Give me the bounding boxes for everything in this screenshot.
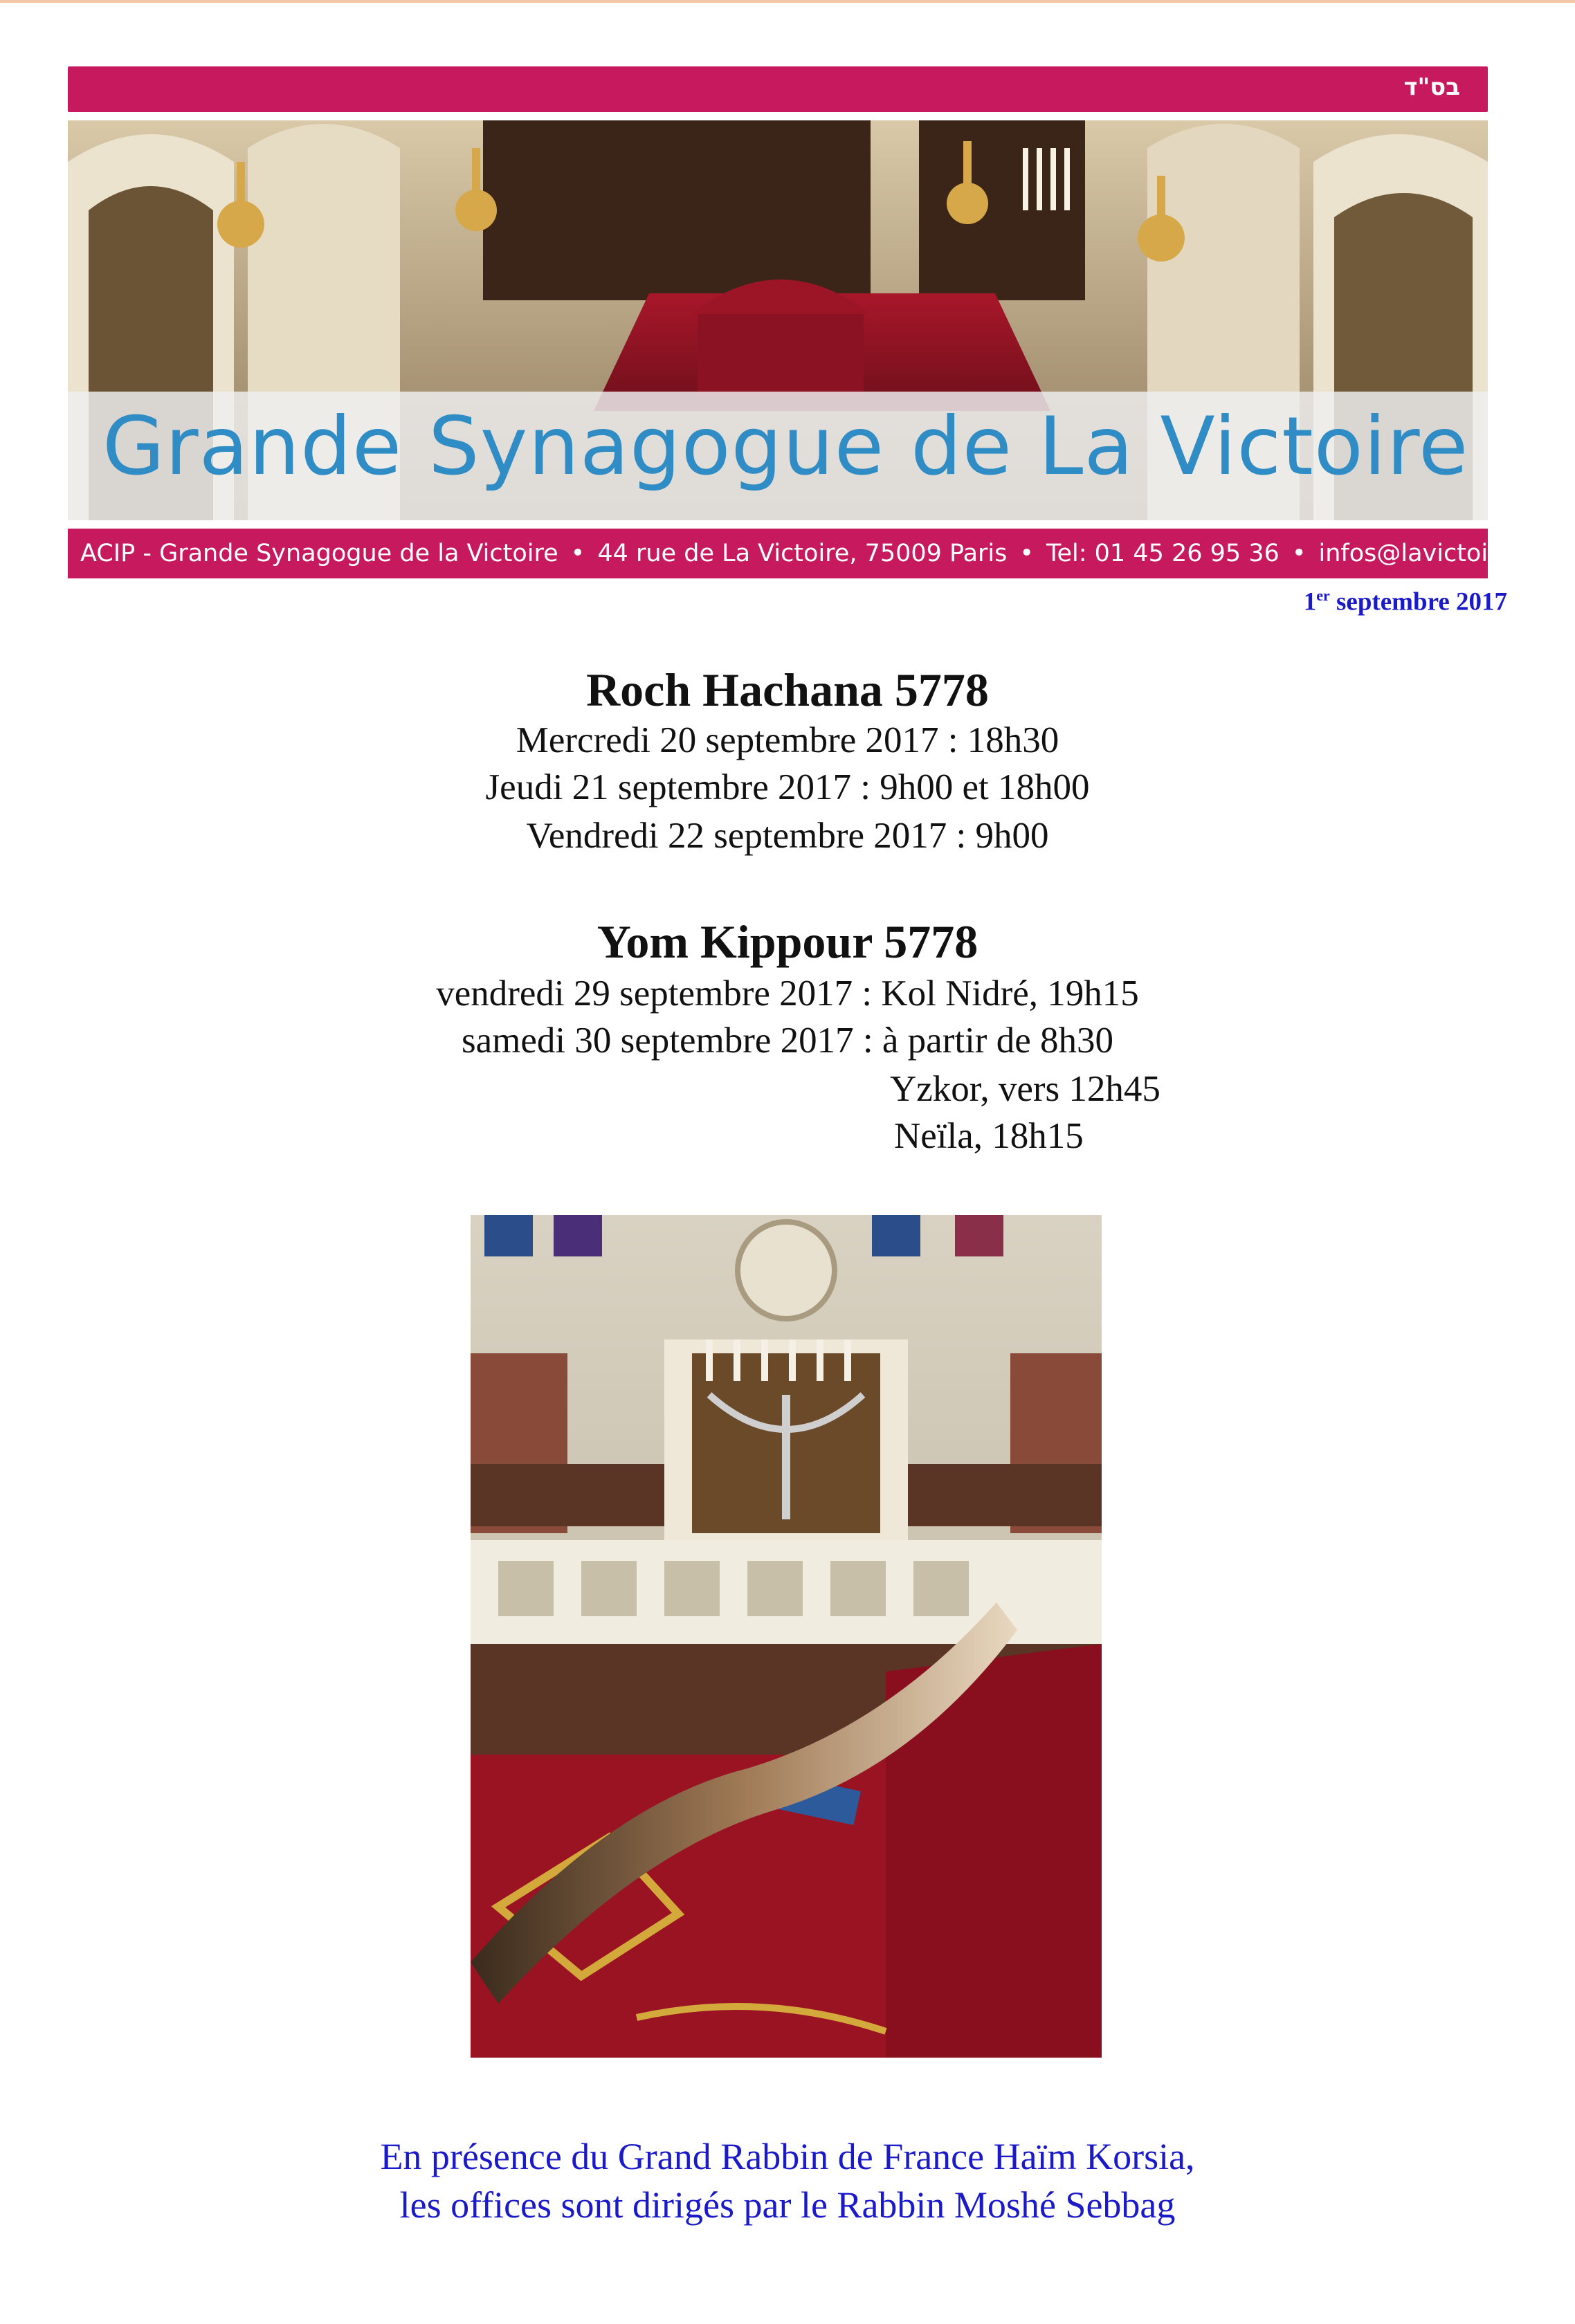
publication-date — [1304, 587, 1507, 616]
bullet-separator: • — [1291, 540, 1307, 567]
date-day: 1 — [1303, 587, 1317, 616]
phone-number: Tel: 01 45 26 95 36 — [1046, 540, 1280, 567]
date-rest: septembre 2017 — [1336, 587, 1507, 616]
org-name: ACIP - Grande Synagogue de la Victoire — [80, 540, 558, 567]
footer-line-2: les offices sont dirigés par le Rabbin Moshé Sebbag — [399, 2184, 1176, 2226]
header-photo — [68, 120, 1488, 520]
roch-hachana-line-3: Vendredi 22 septembre 2017 : 9h00 — [526, 816, 1049, 856]
yom-kippour-line-4: Neïla, 18h15 — [894, 1116, 1084, 1156]
site-title: Grande Synagogue de La Victoire — [102, 400, 1469, 493]
shofar-image — [471, 1215, 1102, 2058]
email-address[interactable]: infos@lavictoire.org — [1318, 540, 1560, 567]
hebrew-mark: בס"ד — [1403, 73, 1460, 101]
header-banner — [68, 66, 1488, 112]
bullet-separator: • — [570, 540, 585, 567]
roch-hachana-line-1: Mercredi 20 septembre 2017 : 18h30 — [516, 720, 1059, 760]
date-suffix: er — [1316, 587, 1330, 604]
shofar-photo — [471, 1215, 1102, 2058]
yom-kippour-title: Yom Kippour 5778 — [597, 915, 978, 968]
top-rule — [0, 0, 1575, 3]
yom-kippour-line-1: vendredi 29 septembre 2017 : Kol Nidré, 19h15 — [436, 973, 1139, 1014]
yom-kippour-line-3: Yzkor, vers 12h45 — [890, 1069, 1160, 1109]
roch-hachana-line-2: Jeudi 21 septembre 2017 : 9h00 et 18h00 — [485, 767, 1090, 807]
address-bar — [68, 529, 1560, 578]
yom-kippour-line-2: samedi 30 septembre 2017 : à partir de 8h30 — [462, 1021, 1113, 1061]
bullet-separator: • — [1019, 540, 1035, 567]
street-address: 44 rue de La Victoire, 75009 Paris — [597, 540, 1008, 567]
roch-hachana-title: Roch Hachana 5778 — [586, 664, 989, 716]
footer-line-1: En présence du Grand Rabbin de France Haïm Korsia, — [380, 2136, 1195, 2177]
